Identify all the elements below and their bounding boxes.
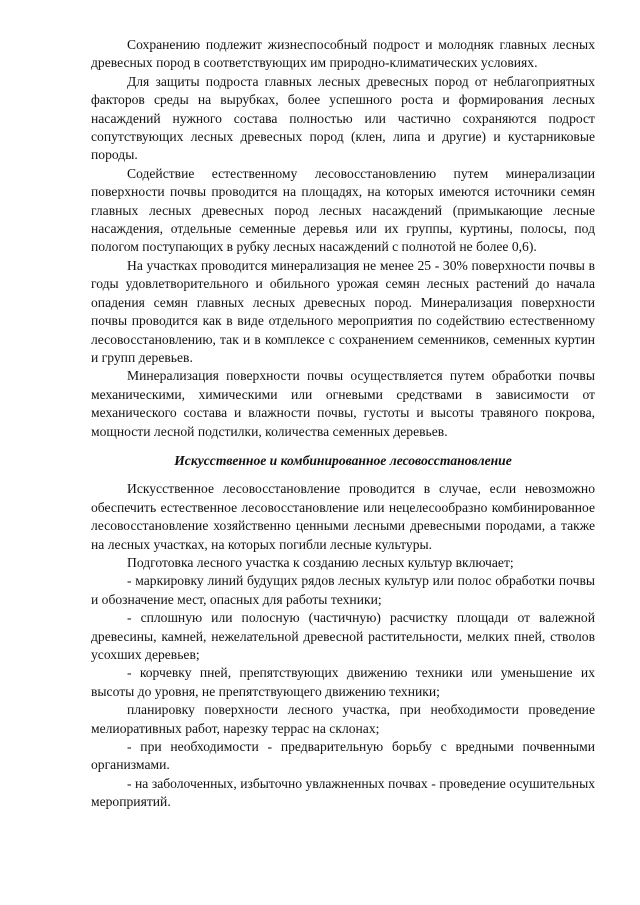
paragraph-mineralization-percentage: На участках проводится минерализация не менее 25 - 30% поверхности почвы в годы удовлетворительного и обильного урожая семян лесных растений до начала опадения семян главных лесных древесных пород. Минерализация поверхности почвы проводится как в виде отдельного мероприятия по содействию естественному лесовосстановлению, так и в комплексе с сохранением семенников, семенных куртин и групп деревьев. [91,257,595,365]
paragraph-soil-mineralization-sites: Содействие естественному лесовосстановлению путем минерализации поверхности почвы проводится на площадях, на которых имеются источники семян главных лесных древесных пород лесных насаждений (примыкающие лесные насаждения, отдельные семенные деревья или их группы, куртины, полосы, под пологом поступающих в рубку лесных насаждений с полнотой не более 0,6). [91,165,595,255]
paragraph-undergrowth-protection: Для защиты подроста главных лесных древесных пород от неблагоприятных факторов среды на вырубках, более успешного роста и формирования лесных насаждений нужного состава полностью или частично сохраняются подрост сопутствующих лесных древесных пород (клен, липа и другие) и кустарниковые породы. [91,73,595,163]
section-heading: Искусственное и комбинированное лесовосстановление [174,452,512,468]
list-item-stump-removal: - корчевку пней, препятствующих движению техники или уменьшение их высоты до уровня, не препятствующего движению техники; [91,665,595,699]
list-item-marking: - маркировку линий будущих рядов лесных культур или полос обработки почвы и обозначение мест, опасных для работы техники; [91,573,595,607]
paragraph-mineralization-methods: Минерализация поверхности почвы осуществляется путем обработки почвы механическими, химическими или огневыми средствами в зависимости от механического состава и влажности почвы, густоты и высоты травяного покрова, мощности лесной подстилки, количества семенных деревьев. [91,368,595,439]
document-page [91,36,595,812]
paragraph-preserved-undergrowth: Сохранению подлежит жизнеспособный подрост и молодняк главных лесных древесных пород в соответствующих им природно-климатических условиях. [91,37,595,71]
paragraph-artificial-reforestation: Искусственное лесовосстановление проводится в случае, если невозможно обеспечить естественное лесовосстановление или нецелесообразно комбинированное лесовосстановление хозяйственно ценными лесными древесными породами, а также на лесных участках, на которых погибли лесные культуры. [91,481,595,552]
list-item-surface-planning: планировку поверхности лесного участка, при необходимости проведение мелиоративных работ, нарезку террас на склонах; [91,702,595,736]
list-item-pest-control: - при необходимости - предварительную борьбу с вредными почвенными организмами. [91,739,595,773]
list-item-clearing: - сплошную или полосную (частичную) расчистку площади от валежной древесины, камней, нежелательной древесной растительности, мелких пней, стволов усохших деревьев; [91,610,595,662]
list-item-drainage: - на заболоченных, избыточно увлажненных почвах - проведение осушительных мероприятий. [91,775,595,810]
paragraph-site-preparation-intro: Подготовка лесного участка к созданию лесных культур включает; [127,554,514,570]
